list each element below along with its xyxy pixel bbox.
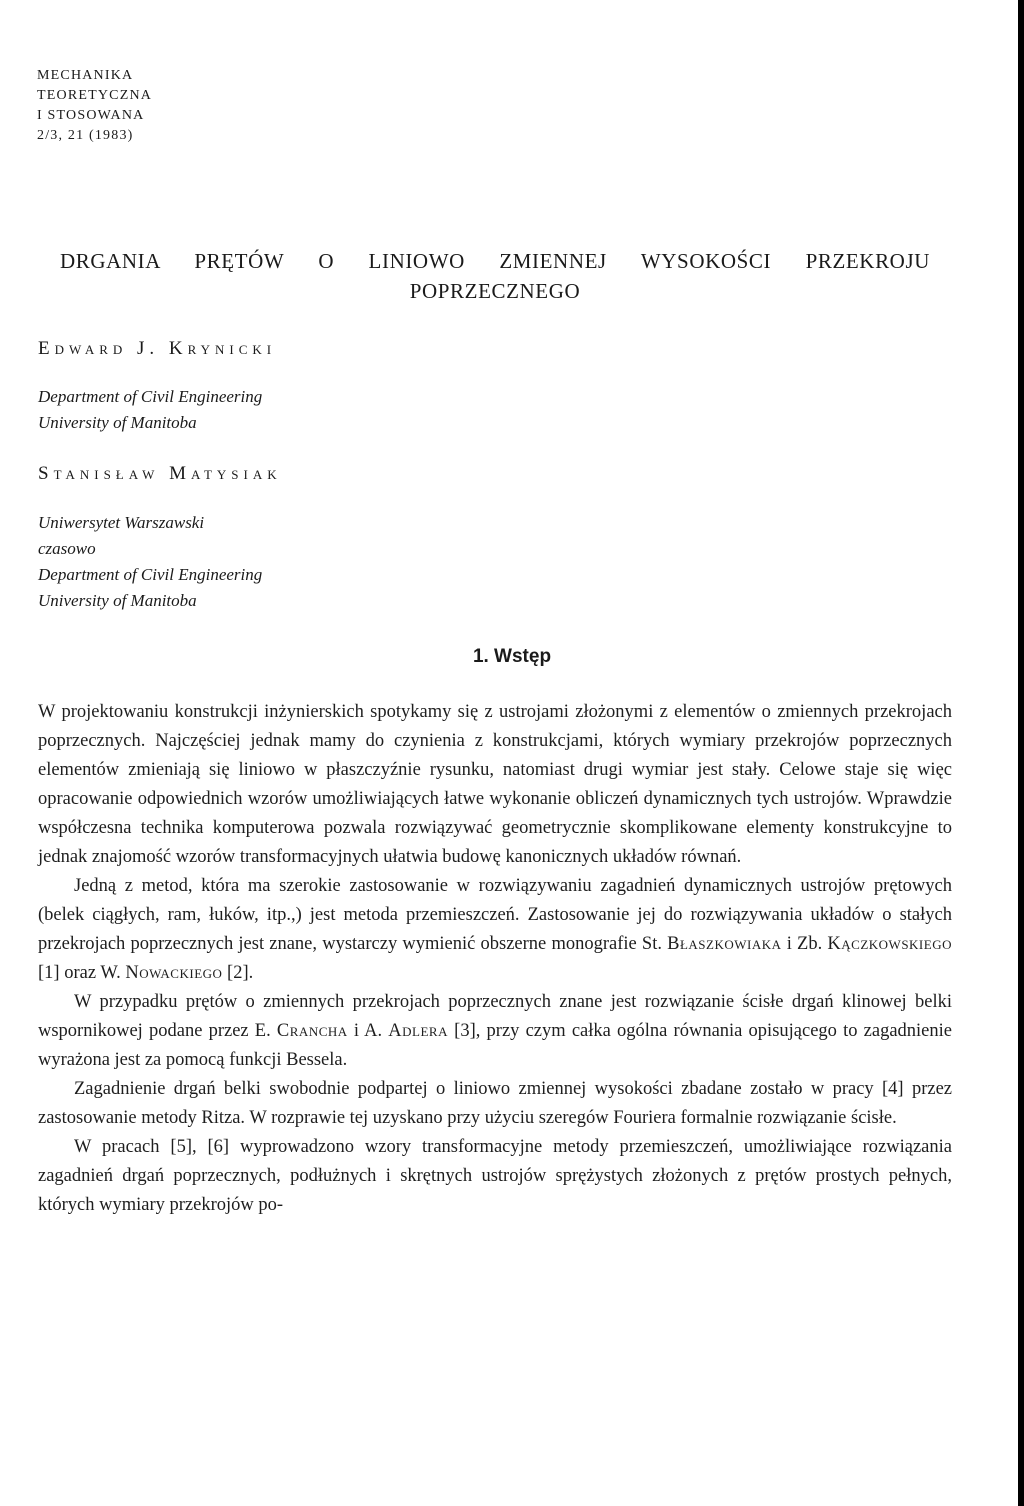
paragraph-3-text: [3], przy czym całka ogólna równania opisującego to zagadnienie wyrażona jest za pomocą funkcji Bessela. — [38, 1021, 952, 1070]
author-1-affiliation-line: University of Manitoba — [38, 413, 197, 432]
paper-title-line-2: POPRZECZNEGO — [409, 279, 581, 303]
cited-author: Nowackiego — [125, 963, 223, 983]
journal-name-line-1: MECHANIKA — [37, 68, 134, 83]
paragraph-2-text: Jedną z metod, która ma szerokie zastosowanie w rozwiązywaniu zagadnień dynamicznych ustrojów prętowych (belek ciągłych, ram, łuków, itp.,) jest metoda przemieszczeń. Zastosowanie jej do rozwiązywania układów o stałych przekrojach poprzecznych jest znane, wystarczy wymienić obszerne monografie St. — [38, 876, 952, 954]
journal-name-line-3: I STOSOWANA — [37, 108, 145, 123]
paragraph-2-text: i Zb. — [781, 934, 828, 954]
paragraph-1: W projektowaniu konstrukcji inżynierskich spotykamy się z ustrojami złożonymi z elementów o zmiennych przekrojach poprzecznych. Najczęściej jednak mamy do czynienia z konstrukcjami, których wymiary przekrojów poprzecznych elementów zmieniają się liniowo w płaszczyźnie rysunku, natomiast drugi wymiar jest stały. Celowe staje się więc opracowanie odpowiednich wzorów umożliwiających łatwe wykonanie obliczeń dynamicznych tych ustrojów. Wprawdzie współczesna technika komputerowa pozwala rozwiązywać geometrycznie skomplikowane elementy konstrukcyjne to jednak znajomość wzorów transformacyjnych ułatwia budowę kanonicznych układów równań. — [38, 702, 952, 867]
author-2-name: Stanisław Matysiak — [38, 463, 282, 484]
cited-author: Błaszkowiaka — [667, 934, 782, 954]
author-2-affiliation-line: University of Manitoba — [38, 591, 197, 610]
cited-author: Kączkowskiego — [827, 934, 952, 954]
paper-title — [60, 246, 930, 306]
author-2-affiliation-line: Uniwersytet Warszawski — [38, 513, 205, 532]
body-text — [38, 698, 952, 1220]
paper-title-line-1: DRGANIA PRĘTÓW O LINIOWO ZMIENNEJ WYSOKOŚCI PRZEKROJU — [60, 249, 930, 273]
paragraph-5: W pracach [5], [6] wyprowadzono wzory transformacyjne metody przemieszczeń, umożliwiające rozwiązania zagadnień drgań poprzecznych, podłużnych i skrętnych ustrojów sprężystych złożonych z prętów prostych pełnych, których wymiary przekrojów po- — [38, 1137, 952, 1215]
paragraph-2 — [38, 872, 952, 988]
paragraph-3-text: W przypadku prętów o zmiennych przekrojach poprzecznych znane jest rozwiązanie ścisłe drgań klinowej belki wspornikowej podane przez E. — [38, 992, 952, 1041]
paragraph-4: Zagadnienie drgań belki swobodnie podpartej o liniowo zmiennej wysokości zbadane zostało w pracy [4] przez zastosowanie metody Ritza. W rozprawie tej uzyskano przy użyciu szeregów Fouriera formalnie rozwiązanie ścisłe. — [38, 1079, 952, 1128]
author-1-affiliation-line: Department of Civil Engineering — [38, 387, 263, 406]
scan-edge — [1018, 0, 1024, 1506]
author-1-affiliation — [38, 384, 262, 436]
journal-header — [37, 66, 152, 146]
journal-issue: 2/3, 21 (1983) — [37, 128, 134, 143]
paragraph-3 — [38, 988, 952, 1075]
author-1-name: Edward J. Krynicki — [38, 338, 277, 359]
paragraph-3-text: i A. — [347, 1021, 389, 1041]
paragraph-2-text: [2]. — [222, 963, 254, 983]
cited-author: Adlera — [388, 1021, 448, 1041]
journal-name-line-2: TEORETYCZNA — [37, 88, 153, 103]
section-heading: 1. Wstęp — [472, 646, 552, 667]
author-2-affiliation-line: Department of Civil Engineering — [38, 565, 263, 584]
cited-author: Crancha — [276, 1021, 348, 1041]
author-2-affiliation-line: czasowo — [38, 539, 96, 558]
paragraph-2-text: [1] oraz W. — [38, 963, 126, 983]
author-2-affiliation — [38, 510, 262, 614]
